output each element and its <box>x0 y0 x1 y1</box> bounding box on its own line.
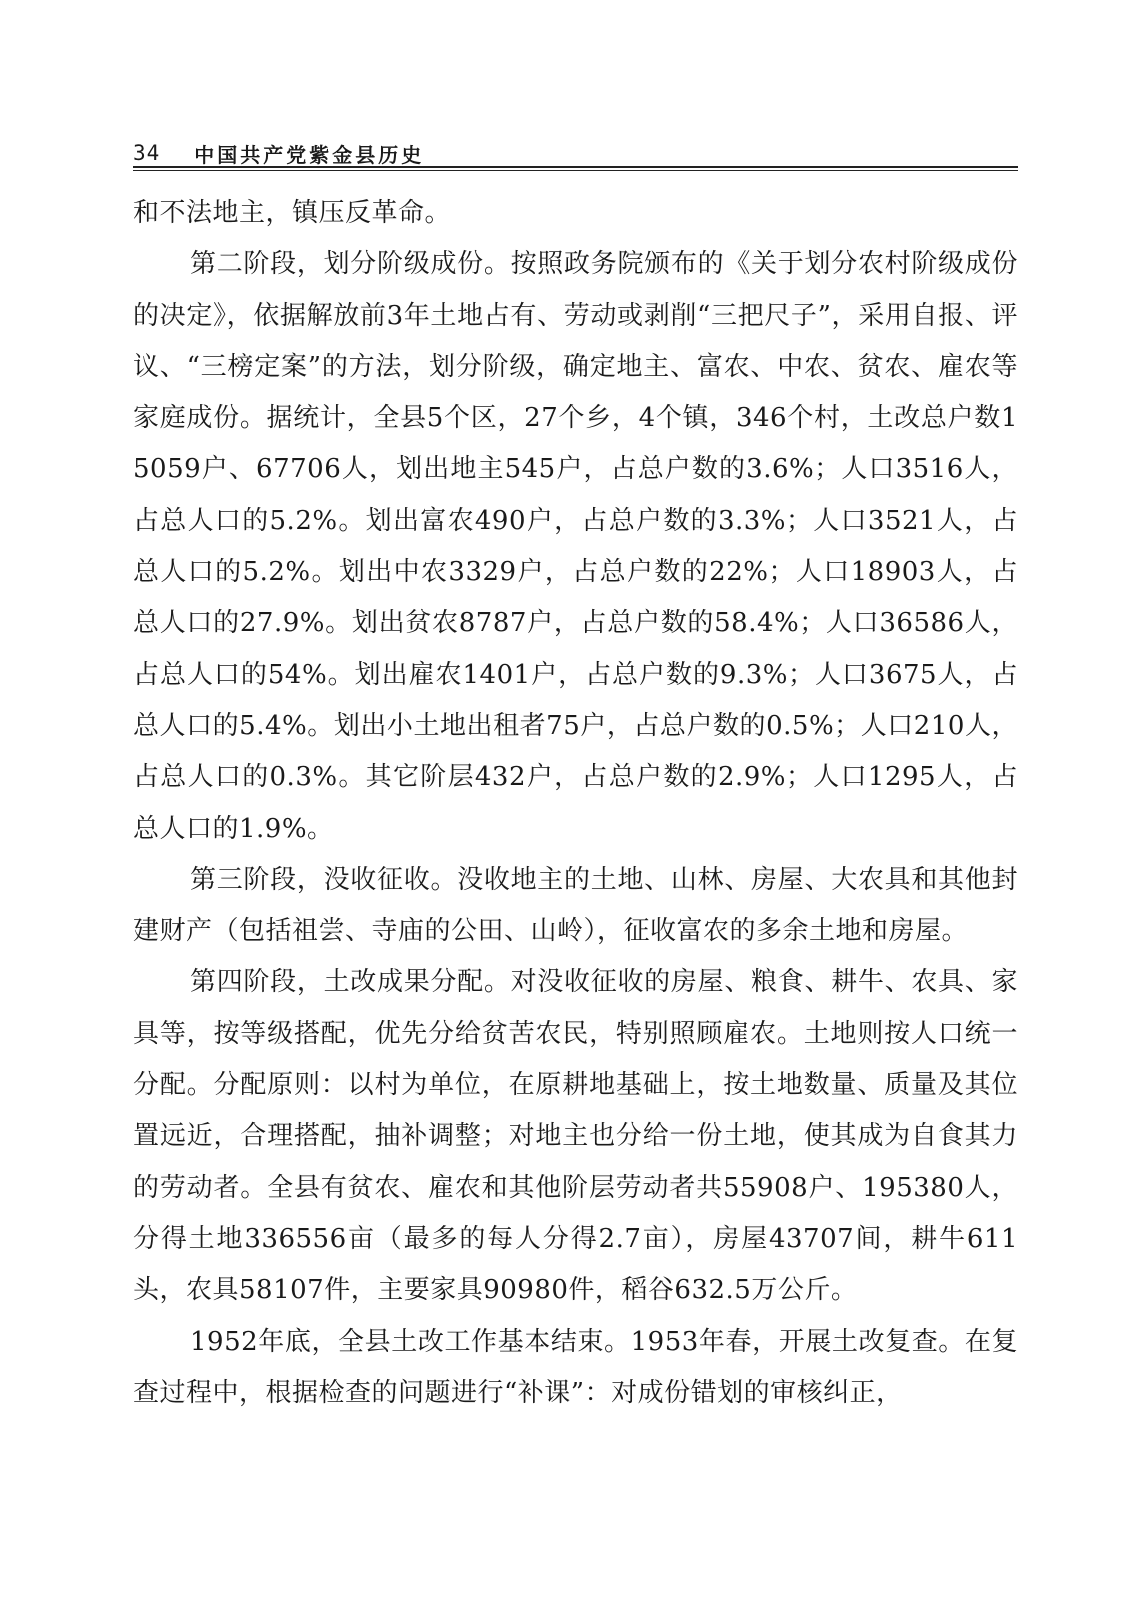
header-rule <box>133 166 1018 171</box>
running-header <box>133 136 1018 170</box>
paragraph-review: 1952年底，全县土改工作基本结束。1953年春，开展土改复查。在复查过程中，根据检查的问题进行“补课”：对成份错划的审核纠正， <box>133 1326 1018 1408</box>
page-number: 34 <box>133 141 161 165</box>
paragraph-stage-four: 第四阶段，土改成果分配。对没收征收的房屋、粮食、耕牛、农具、家具等，按等级搭配，优先分给贫苦农民，特别照顾雇农。土地则按人口统一分配。分配原则：以村为单位，在原耕地基础上，按土地数量、质量及其位置远近，合理搭配，抽补调整；对地主也分给一份土地，使其成为自食其力的劳动者。全县有贫农、雇农和其他阶层劳动者共55908户、195380人，分得土地336556亩（最多的每人分得2.7亩），房屋43707间，耕牛611头，农具58107件，主要家具90980件，稻谷632.5万公斤。 <box>133 967 1018 1306</box>
paragraph-stage-three: 第三阶段，没收征收。没收地主的土地、山林、房屋、大农具和其他封建财产（包括祖尝、寺庙的公田、山岭），征收富农的多余土地和房屋。 <box>133 864 1018 947</box>
paragraph-stage-two: 第二阶段，划分阶级成份。按照政务院颁布的《关于划分农村阶级成份的决定》，依据解放前3年土地占有、劳动或剥削“三把尺子”，采用自报、评议、“三榜定案”的方法，划分阶级，确定地主、富农、中农、贫农、雇农等家庭成份。据统计，全县5个区，27个乡，4个镇，346个村，土改总户数15059户、67706人，划出地主545户，占总户数的3.6%；人口3516人，占总人口的5.2%。划出富农490户，占总户数的3.3%；人口3521人，占总人口的5.2%。划出中农3329户，占总户数的22%；人口18903人，占总人口的27.9%。划出贫农8787户，占总户数的58.4%；人口36586人，占总人口的54%。划出雇农1401户，占总户数的9.3%；人口3675人，占总人口的5.4%。划出小土地出租者75户，占总户数的0.5%；人口210人，占总人口的0.3%。其它阶层432户，占总户数的2.9%；人口1295人，占总人口的1.9%。 <box>133 249 1018 844</box>
body-text <box>133 188 1018 1419</box>
paragraph-continuation: 和不法地主，镇压反革命。 <box>133 198 452 228</box>
book-title: 中国共产党紫金县历史 <box>194 142 425 167</box>
